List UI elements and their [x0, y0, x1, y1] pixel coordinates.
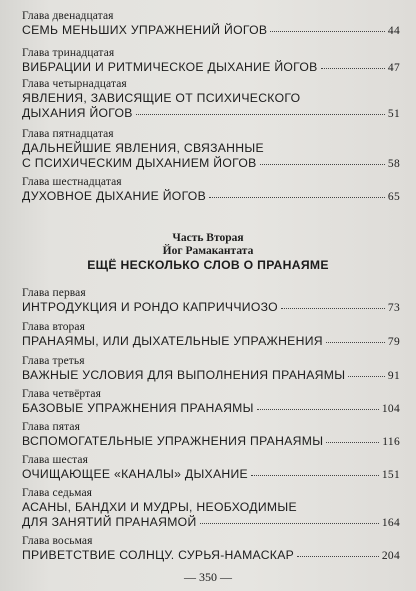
dot-leader [326, 442, 379, 443]
chapter-title: СЕМЬ МЕНЬШИХ УПРАЖНЕНИЙ ЙОГОВ [22, 23, 268, 37]
chapter-title: ПРАНАЯМЫ, ИЛИ ДЫХАТЕЛЬНЫЕ УПРАЖНЕНИЯ [22, 334, 323, 348]
chapter-title: ЯВЛЕНИЯ, ЗАВИСЯЩИЕ ОТ ПСИХИЧЕСКОГО [22, 91, 301, 105]
dot-leader [136, 114, 385, 115]
chapter-label: Глава пятнадцатая [22, 128, 114, 140]
page-ref: 204 [381, 550, 400, 562]
chapter-title-cont: ДЛЯ ЗАНЯТИЙ ПРАНАЯМОЙ [22, 514, 197, 529]
page-ref: 151 [381, 469, 400, 481]
toc-entry [22, 287, 400, 316]
toc-entry [22, 10, 400, 39]
page-ref: 44 [387, 25, 400, 37]
page-ref: 58 [387, 157, 400, 170]
toc-entry [22, 355, 400, 384]
page-ref: 47 [387, 62, 400, 74]
chapter-title: АСАНЫ, БАНДХИ И МУДРЫ, НЕОБХОДИМЫЕ [22, 500, 297, 514]
toc-entry [22, 128, 400, 171]
toc-entry [22, 421, 400, 450]
chapter-title-cont: ДЫХАНИЯ ЙОГОВ [22, 105, 133, 120]
toc-entry [22, 535, 400, 564]
toc-entry [22, 487, 400, 530]
dot-leader [260, 164, 385, 165]
chapter-title: ВИБРАЦИИ И РИТМИЧЕСКОЕ ДЫХАНИЕ ЙОГОВ [22, 60, 318, 74]
part-title: ЕЩЁ НЕСКОЛЬКО СЛОВ О ПРАНАЯМЕ [87, 258, 329, 272]
toc-entry [22, 78, 400, 121]
chapter-label: Глава четвёртая [22, 388, 101, 400]
chapter-title: ДУХОВНОЕ ДЫХАНИЕ ЙОГОВ [22, 189, 207, 203]
chapter-label: Глава третья [22, 355, 85, 367]
dot-leader [326, 342, 385, 343]
chapter-label: Глава двенадцатая [22, 10, 114, 22]
chapter-title: ВАЖНЫЕ УСЛОВИЯ ДЛЯ ВЫПОЛНЕНИЯ ПРАНАЯМЫ [22, 368, 346, 382]
part-heading [0, 232, 416, 273]
chapter-title-cont: С ПСИХИЧЕСКИМ ДЫХАНИЕМ ЙОГОВ [22, 155, 257, 170]
chapter-label: Глава седьмая [22, 487, 93, 499]
page-ref: 116 [382, 436, 400, 448]
dot-leader [348, 376, 385, 377]
chapter-title: БАЗОВЫЕ УПРАЖНЕНИЯ ПРАНАЯМЫ [22, 401, 254, 415]
chapter-label: Глава первая [22, 287, 86, 299]
page-ref: 65 [387, 191, 400, 203]
chapter-label: Глава шестая [22, 454, 88, 466]
chapter-label: Глава шестнадцатая [22, 176, 122, 188]
page-ref: 104 [381, 403, 400, 415]
chapter-title: ВСПОМОГАТЕЛЬНЫЕ УПРАЖНЕНИЯ ПРАНАЯМЫ [22, 434, 324, 448]
dot-leader [321, 68, 385, 69]
chapter-label: Глава тринадцатая [22, 47, 115, 59]
page-ref: 91 [387, 370, 400, 382]
chapter-title: ПРИВЕТСТВИЕ СОЛНЦУ. СУРЬЯ-НАМАСКАР [22, 548, 295, 562]
page-ref: 79 [387, 336, 400, 348]
toc-entry [22, 47, 400, 76]
dot-leader [251, 475, 379, 476]
toc-entry [22, 454, 400, 483]
dot-leader [200, 523, 379, 524]
chapter-label: Глава пятая [22, 421, 80, 433]
part-label: Часть Вторая [172, 232, 244, 244]
page-ref: 164 [381, 516, 400, 529]
chapter-title: ИНТРОДУКЦИЯ И РОНДО КАПРИЧЧИОЗО [22, 300, 278, 314]
page-number: — 350 — [184, 570, 232, 584]
dot-leader [297, 556, 379, 557]
page-ref: 51 [387, 107, 400, 120]
chapter-title: ДАЛЬНЕЙШИЕ ЯВЛЕНИЯ, СВЯЗАННЫЕ [22, 141, 264, 155]
page-ref: 73 [387, 302, 400, 314]
toc-entry [22, 176, 400, 205]
toc-entry [22, 388, 400, 417]
chapter-label: Глава четырнадцатая [22, 78, 127, 90]
dot-leader [281, 308, 385, 309]
chapter-label: Глава вторая [22, 321, 85, 333]
dot-leader [270, 31, 385, 32]
part-author: Йог Рамакантата [162, 245, 254, 257]
toc-entry [22, 321, 400, 350]
chapter-label: Глава восьмая [22, 535, 93, 547]
chapter-title: ОЧИЩАЮЩЕЕ «КАНАЛЫ» ДЫХАНИЕ [22, 467, 248, 481]
dot-leader [209, 197, 385, 198]
dot-leader [257, 409, 379, 410]
